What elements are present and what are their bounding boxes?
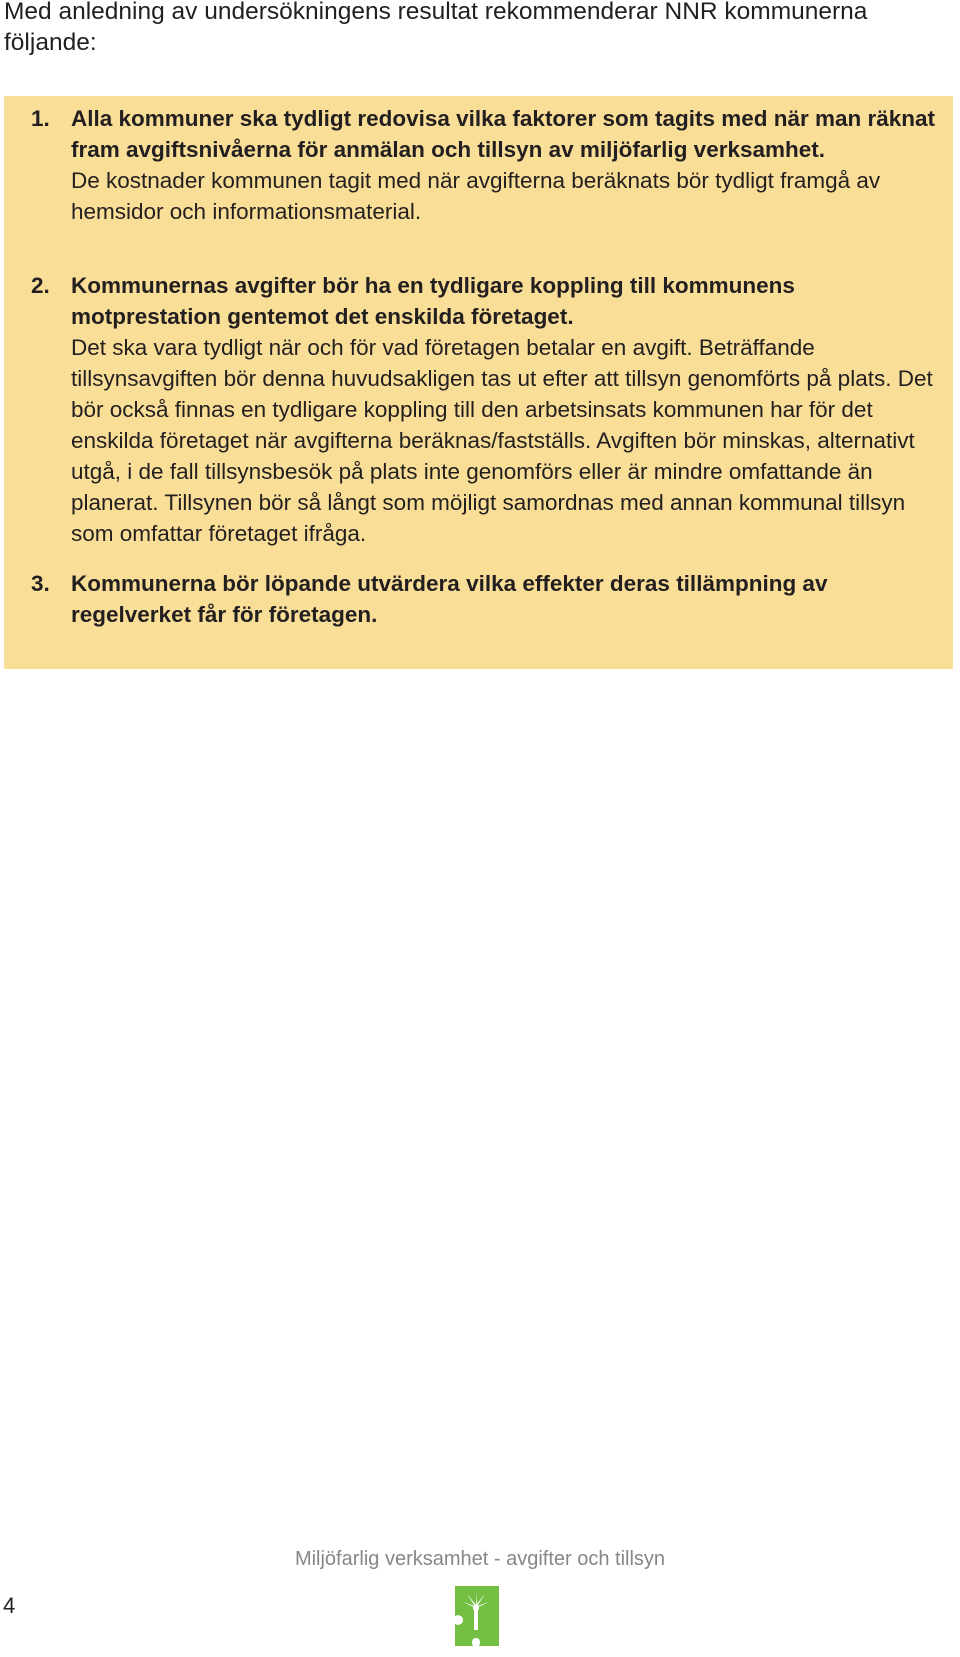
recommendation-heading: Kommunernas avgifter bör ha en tydligare koppling till kommunens motprestation gentemot det enskilda företaget. — [71, 273, 795, 329]
recommendation-heading: Alla kommuner ska tydligt redovisa vilka faktorer som tagits med när man räknat fram avgiftsnivåerna för anmälan och tillsyn av miljöfarlig verksamhet. — [71, 106, 936, 162]
recommendation-content — [71, 568, 941, 630]
puzzle-tree-logo-icon — [451, 1584, 503, 1652]
recommendation-body: De kostnader kommunen tagit med när avgifterna beräknats bör tydligt framgå av hemsidor och informationsmaterial. — [71, 168, 881, 224]
recommendations-box — [4, 96, 953, 669]
recommendation-body: Det ska vara tydligt när och för vad företagen betalar en avgift. Beträffande tillsynsavgiften bör denna huvudsakligen tas ut efter att tillsyn genomförts på plats. Det bör också finnas en tydligare koppling till den arbetsinsats kommunen har för det enskilda företaget när avgifterna beräknas/fastställs. Avgiften bör minskas, alternativt utgå, i de fall tillsynsbesök på plats inte genomförs eller är mindre omfattande än planerat. Tillsynen bör så långt som möjligt samordnas med annan kommunal tillsyn som omfattar företaget ifråga. — [71, 335, 933, 546]
recommendation-number: 1. — [31, 106, 50, 131]
intro-text: Med anledning av undersökningens resultat rekommenderar NNR kommunerna följande: — [4, 0, 868, 56]
recommendation-number: 2. — [31, 273, 50, 298]
page-number: 4 — [3, 1593, 16, 1618]
recommendation-heading: Kommunerna bör löpande utvärdera vilka effekter deras tillämpning av regelverket får för företagen. — [71, 571, 828, 627]
recommendation-content — [71, 103, 941, 227]
recommendation-number: 3. — [31, 571, 50, 596]
footer-title: Miljöfarlig verksamhet - avgifter och tillsyn — [294, 1548, 666, 1570]
recommendation-content — [71, 270, 941, 549]
